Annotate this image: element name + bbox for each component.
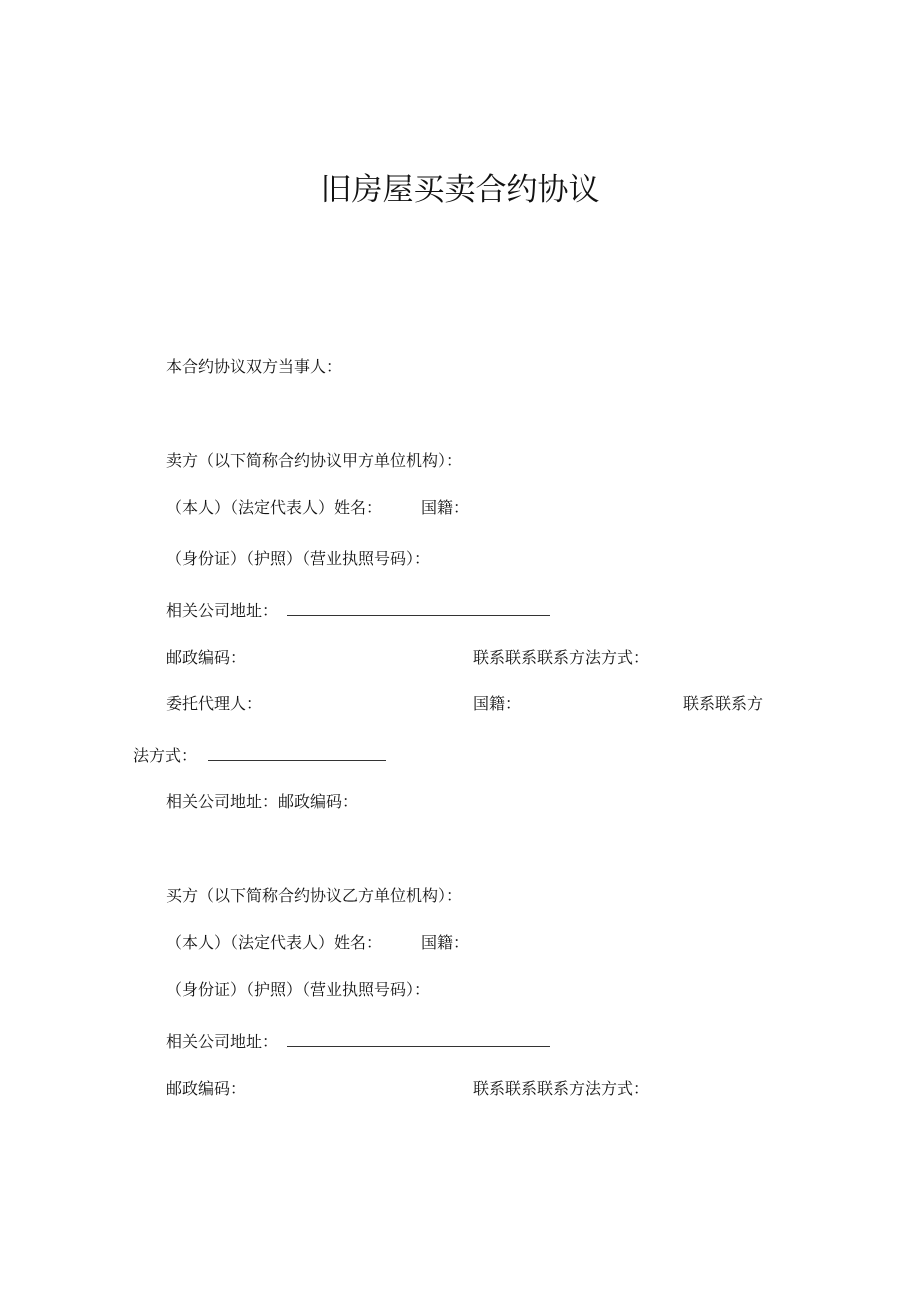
seller-agent-contact-blank[interactable] <box>208 746 386 761</box>
seller-nationality-label: 国籍： <box>421 498 470 517</box>
seller-address-blank[interactable] <box>287 601 550 616</box>
parties-intro: 本合约协议双方当事人： <box>166 357 343 376</box>
buyer-nationality-label: 国籍： <box>421 933 470 952</box>
buyer-heading: 买方（以下简称合约协议乙方单位机构）： <box>166 886 463 905</box>
buyer-contact-label: 联系联系联系方法方式： <box>473 1079 650 1098</box>
seller-agent-contact-label-end: 法方式： <box>133 746 198 765</box>
buyer-representative-name-label: （本人）（法定代表人）姓名： <box>166 933 383 952</box>
seller-agent-contact-row <box>133 745 386 767</box>
seller-agent-address-postcode-label: 相关公司地址：邮政编码： <box>166 792 359 811</box>
seller-postcode-label: 邮政编码： <box>166 648 247 667</box>
buyer-address-blank[interactable] <box>287 1032 550 1047</box>
seller-contact-label: 联系联系联系方法方式： <box>473 648 650 667</box>
document-title: 旧房屋买卖合约协议 <box>320 172 600 208</box>
seller-id-label: （身份证）（护照）（营业执照号码）： <box>166 549 431 568</box>
buyer-address-row <box>166 1031 550 1053</box>
seller-agent-label: 委托代理人： <box>166 694 263 713</box>
seller-heading: 卖方（以下简称合约协议甲方单位机构）： <box>166 451 463 470</box>
seller-agent-nationality-label: 国籍： <box>473 694 522 713</box>
buyer-postcode-label: 邮政编码： <box>166 1079 247 1098</box>
seller-agent-contact-label-start: 联系联系方 <box>683 694 764 713</box>
seller-representative-name-label: （本人）（法定代表人）姓名： <box>166 498 383 517</box>
seller-address-row <box>166 600 550 622</box>
buyer-address-label: 相关公司地址： <box>166 1032 279 1051</box>
seller-address-label: 相关公司地址： <box>166 601 279 620</box>
buyer-id-label: （身份证）（护照）（营业执照号码）： <box>166 980 431 999</box>
